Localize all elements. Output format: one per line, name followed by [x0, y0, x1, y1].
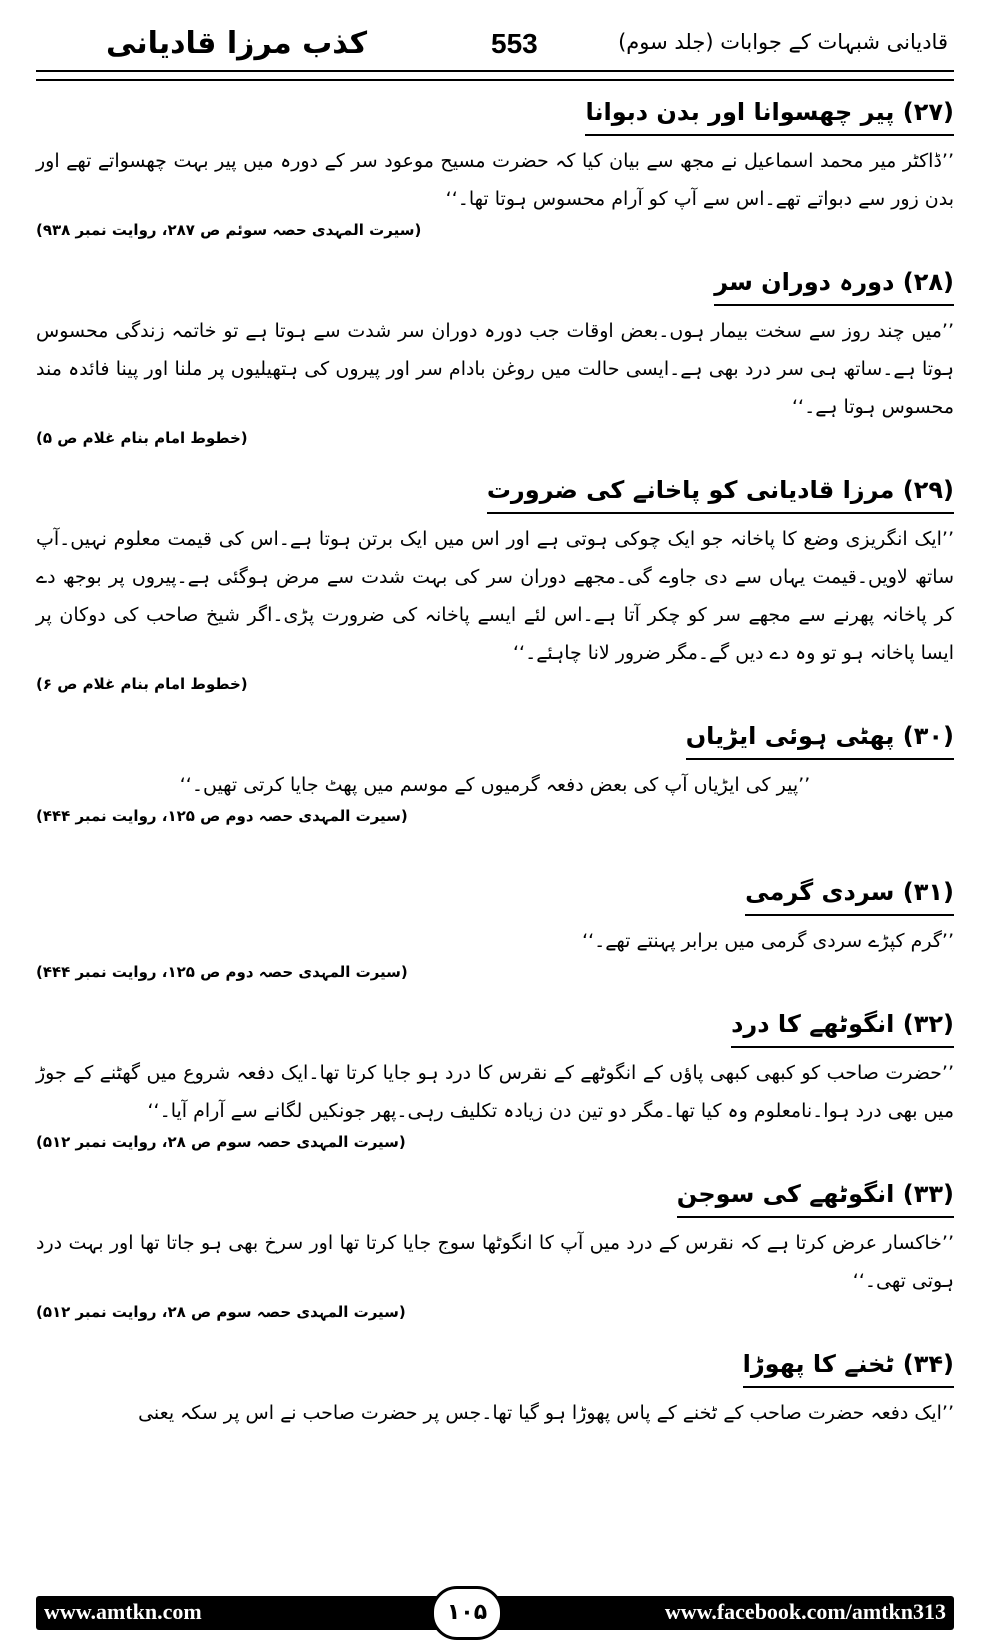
section-title: (۳۱) سردی گرمی — [745, 872, 954, 916]
reference: (خطوط امام بنام غلام ص ۵) — [36, 429, 248, 447]
facebook-link[interactable]: www.facebook.com/amtkn313 — [664, 1599, 946, 1624]
page-number: 553 — [491, 28, 538, 59]
page-header — [36, 22, 954, 74]
volume-title: قادیانی شبہات کے جوابات (جلد سوم) — [618, 30, 948, 54]
section-29 — [36, 470, 954, 696]
section-34 — [36, 1344, 954, 1432]
header-rule — [36, 70, 954, 81]
page-content — [36, 92, 954, 1432]
section-title: (۲۸) دورہ دوران سر — [714, 262, 954, 306]
section-33 — [36, 1174, 954, 1324]
reference: (سیرت المہدی حصہ سوئم ص ۲۸۷، روایت نمبر ۹۳۸) — [36, 221, 422, 239]
section-32 — [36, 1004, 954, 1154]
section-text: ’’ایک دفعہ حضرت صاحب کے ٹخنے کے پاس پھوڑا ہو گیا تھا۔جس پر حضرت صاحب نے اس پر سکہ یعنی — [138, 1402, 954, 1424]
section-text: ’’میں چند روز سے سخت بیمار ہوں۔بعض اوقات جب دورہ دوران سر شدت سے ہوتا ہے تو خاتمہ زندگی محسوس ہوتا ہے۔ساتھ ہی سر درد بھی ہے۔ایسی حالت میں روغن بادام سر اور پیروں کی ہتھیلیوں پر ملنا اور پینا فائدہ مند محسوس ہوتا ہے۔‘‘ — [36, 320, 954, 418]
section-title: (۳۰) پھٹی ہوئی ایڑیاں — [686, 716, 954, 760]
section-title: (۳۴) ٹخنے کا پھوڑا — [743, 1344, 954, 1388]
section-27 — [36, 92, 954, 242]
section-text: ’’خاکسار عرض کرتا ہے کہ نقرس کے درد میں آپ کا انگوٹھا سوج جایا کرتا تھا اور سرخ بھی ہو جاتا تھا اور بہت درد ہوتی تھی۔‘‘ — [36, 1232, 954, 1292]
book-title: کذب مرزا قادیانی — [106, 26, 368, 61]
section-text: ’’گرم کپڑے سردی گرمی میں برابر پہنتے تھے۔‘‘ — [582, 930, 954, 952]
reference: (سیرت المہدی حصہ سوم ص ۲۸، روایت نمبر ۵۱۲) — [36, 1303, 406, 1321]
section-31 — [36, 872, 954, 984]
footer-page-number: ۱۰۵ — [431, 1586, 503, 1640]
section-text: ’’حضرت صاحب کو کبھی کبھی پاؤں کے انگوٹھے کے نقرس کا درد ہو جایا کرتا تھا۔ایک دفعہ شروع میں گھٹنے کے جوڑ میں بھی درد ہوا۔نامعلوم وہ کیا تھا۔مگر دو تین دن زیادہ تکلیف رہی۔پھر جونکیں لگانے سے آرام آیا۔‘‘ — [36, 1062, 954, 1122]
section-text: ’’پیر کی ایڑیاں آپ کی بعض دفعہ گرمیوں کے موسم میں پھٹ جایا کرتی تھیں۔‘‘ — [179, 774, 811, 796]
section-title: (۲۷) پیر چھسوانا اور بدن دبوانا — [585, 92, 954, 136]
section-28 — [36, 262, 954, 450]
section-30 — [36, 716, 954, 828]
page-footer — [36, 1596, 954, 1630]
section-text: ’’ڈاکٹر میر محمد اسماعیل نے مجھ سے بیان کیا کہ حضرت مسیح موعود سر کے دورہ میں پیر بہت چھسواتے تھے اور بدن زور سے دبواتے تھے۔اس سے آپ کو آرام محسوس ہوتا تھا۔‘‘ — [36, 150, 954, 210]
reference: (سیرت المہدی حصہ دوم ص ۱۲۵، روایت نمبر ۴۴۴) — [36, 963, 408, 981]
section-title: (۲۹) مرزا قادیانی کو پاخانے کی ضرورت — [487, 470, 954, 514]
reference: (سیرت المہدی حصہ دوم ص ۱۲۵، روایت نمبر ۴۴۴) — [36, 807, 408, 825]
section-text: ’’ایک انگریزی وضع کا پاخانہ جو ایک چوکی ہوتی ہے اور اس میں ایک برتن ہوتا ہے۔اس کی قیمت معلوم نہیں۔آپ ساتھ لاویں۔قیمت یہاں سے دی جاوے گی۔مجھے دوران سر کی بہت شدت سے مرض ہوگئی ہے۔پیروں پر بوجھ دے کر پاخانہ پھرنے سے مجھے سر کو چکر آتا ہے۔اس لئے ایسے پاخانہ کی ضرورت پڑی۔اگر شیخ صاحب کی دوکان پر ایسا پاخانہ ہو تو وہ دے دیں گے۔مگر ضرور لانا چاہئے۔‘‘ — [36, 528, 955, 664]
section-title: (۳۲) انگوٹھے کا درد — [731, 1004, 954, 1048]
reference: (سیرت المہدی حصہ سوم ص ۲۸، روایت نمبر ۵۱۲) — [36, 1133, 406, 1151]
reference: (خطوط امام بنام غلام ص ۶) — [36, 675, 248, 693]
section-title: (۳۳) انگوٹھے کی سوجن — [677, 1174, 954, 1218]
website-link[interactable]: www.amtkn.com — [44, 1599, 202, 1624]
